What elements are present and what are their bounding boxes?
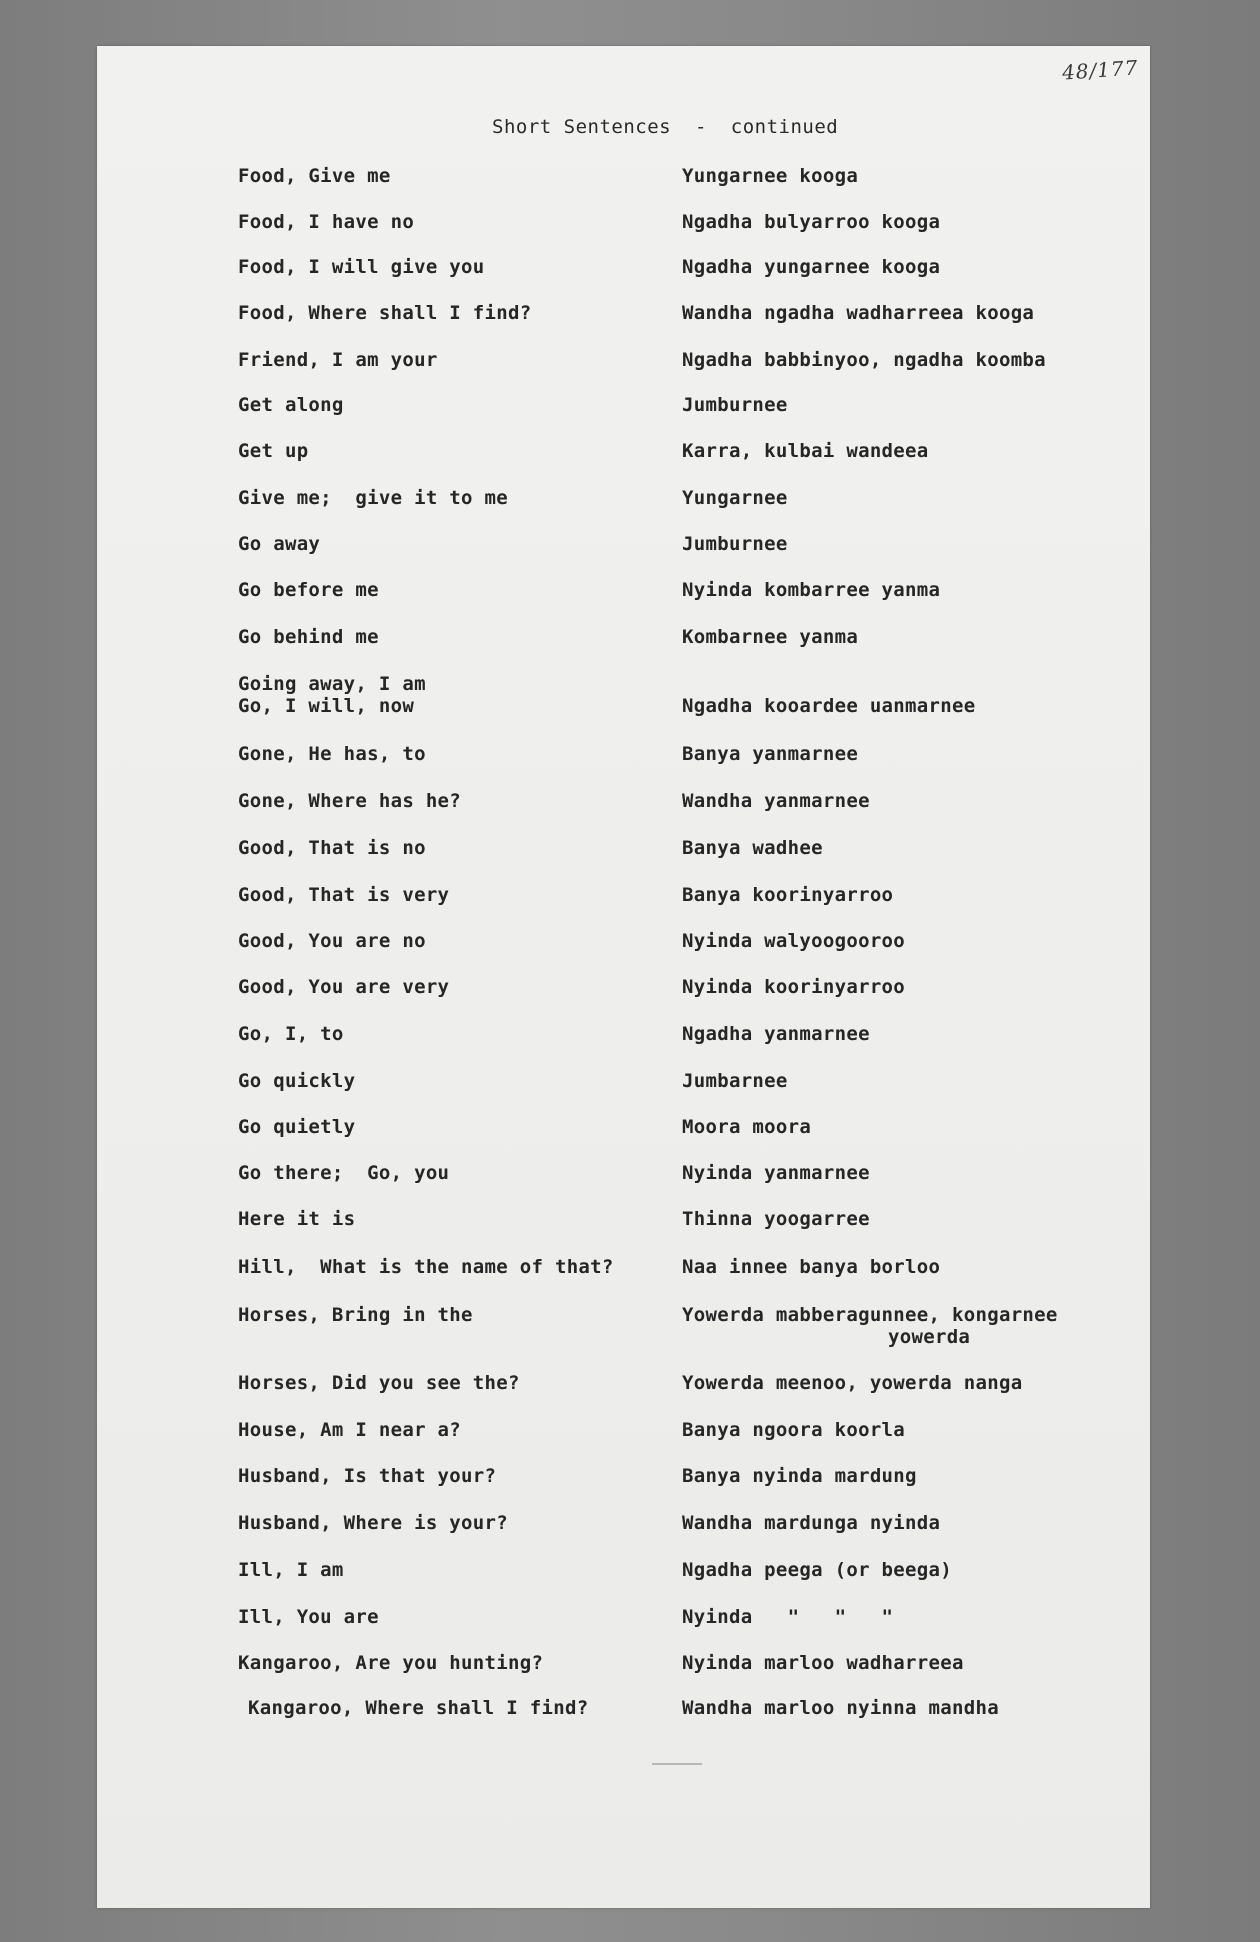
native-translation: Banya nyinda mardung — [682, 1465, 917, 1487]
sentence-row — [0, 349, 1260, 371]
native-translation: Karra, kulbai wandeea — [682, 440, 929, 462]
english-phrase: Gone, He has, to — [238, 743, 426, 765]
english-phrase: Food, Where shall I find? — [238, 302, 532, 324]
native-translation: Wandha yanmarnee — [682, 790, 870, 812]
sentence-row — [0, 165, 1260, 187]
native-translation: Ngadha kooardee uanmarnee — [682, 695, 976, 717]
sentence-row — [0, 579, 1260, 601]
sentence-row — [0, 394, 1260, 416]
english-phrase: Give me; give it to me — [238, 487, 508, 509]
native-translation — [682, 1304, 1058, 1348]
sentence-row — [0, 1023, 1260, 1045]
native-translation: Nyinda kombarree yanma — [682, 579, 941, 601]
english-phrase: House, Am I near a? — [238, 1419, 462, 1441]
native-translation: Yowerda meenoo, yowerda nanga — [682, 1372, 1023, 1394]
native-translation: Ngadha bulyarroo kooga — [682, 211, 941, 233]
english-phrase: Go away — [238, 533, 321, 555]
english-phrase: Ill, You are — [238, 1606, 379, 1628]
sentence-row — [0, 211, 1260, 233]
sentence-row — [0, 302, 1260, 324]
native-translation: Thinna yoogarree — [682, 1208, 870, 1230]
sentence-row — [0, 440, 1260, 462]
native-translation: Yungarnee kooga — [682, 165, 859, 187]
native-translation: Banya wadhee — [682, 837, 823, 859]
sentence-row — [0, 673, 1260, 717]
english-phrase — [238, 673, 426, 717]
native-translation: Moora moora — [682, 1116, 812, 1138]
native-translation: Wandha marloo nyinna mandha — [682, 1697, 999, 1719]
english-phrase: Friend, I am your — [238, 349, 438, 371]
native-translation: Jumburnee — [682, 533, 788, 555]
english-phrase: Go there; Go, you — [238, 1162, 450, 1184]
native-translation: Banya yanmarnee — [682, 743, 859, 765]
english-phrase: Go quietly — [238, 1116, 356, 1138]
native-translation-line: Yowerda mabberagunnee, kongarnee — [682, 1304, 1058, 1326]
english-phrase: Go, I, to — [238, 1023, 344, 1045]
native-translation: Kombarnee yanma — [682, 626, 859, 648]
english-phrase: Ill, I am — [238, 1559, 344, 1581]
sentence-row — [0, 256, 1260, 278]
native-translation: Jumburnee — [682, 394, 788, 416]
sentence-row — [0, 1304, 1260, 1348]
sentence-row — [0, 1606, 1260, 1628]
english-phrase: Go quickly — [238, 1070, 356, 1092]
english-phrase: Go behind me — [238, 626, 379, 648]
native-translation: Ngadha yungarnee kooga — [682, 256, 941, 278]
sentence-row — [0, 837, 1260, 859]
native-translation: Nyinda marloo wadharreea — [682, 1652, 964, 1674]
english-phrase: Husband, Where is your? — [238, 1512, 508, 1534]
native-translation: Nyinda " " " — [682, 1606, 894, 1628]
native-translation: Naa innee banya borloo — [682, 1256, 941, 1278]
page-heading: Short Sentences - continued — [492, 116, 839, 138]
english-phrase: Horses, Did you see the? — [238, 1372, 520, 1394]
sentence-row — [0, 1652, 1260, 1674]
english-phrase: Good, That is no — [238, 837, 426, 859]
native-translation: Nyinda yanmarnee — [682, 1162, 870, 1184]
sentence-row — [0, 930, 1260, 952]
native-translation: Yungarnee — [682, 487, 788, 509]
sentence-row — [0, 1559, 1260, 1581]
english-phrase: Gone, Where has he? — [238, 790, 462, 812]
english-phrase: Go before me — [238, 579, 379, 601]
native-translation: Jumbarnee — [682, 1070, 788, 1092]
english-phrase: Get up — [238, 440, 309, 462]
english-phrase: Food, I will give you — [238, 256, 485, 278]
page-number: 48/177 — [1061, 55, 1140, 85]
native-translation: Nyinda walyoogooroo — [682, 930, 906, 952]
english-phrase: Good, You are very — [238, 976, 450, 998]
sentence-row — [0, 884, 1260, 906]
english-phrase: Get along — [238, 394, 344, 416]
sentence-row — [0, 1116, 1260, 1138]
sentence-row — [0, 790, 1260, 812]
native-translation: Banya ngoora koorla — [682, 1419, 906, 1441]
sentence-row — [0, 626, 1260, 648]
native-translation: Ngadha babbinyoo, ngadha koomba — [682, 349, 1046, 371]
english-phrase-line: Go, I will, now — [238, 695, 415, 717]
native-translation: Banya koorinyarroo — [682, 884, 894, 906]
sentence-row — [0, 533, 1260, 555]
english-phrase: Horses, Bring in the — [238, 1304, 473, 1326]
sentence-row — [0, 1465, 1260, 1487]
english-phrase: Food, Give me — [238, 165, 391, 187]
english-phrase: Food, I have no — [238, 211, 415, 233]
native-translation: Ngadha yanmarnee — [682, 1023, 870, 1045]
native-translation: Nyinda koorinyarroo — [682, 976, 906, 998]
english-phrase: Good, You are no — [238, 930, 426, 952]
english-phrase: Kangaroo, Where shall I find? — [248, 1697, 589, 1719]
sentence-row — [0, 1512, 1260, 1534]
sentence-row — [0, 1372, 1260, 1394]
pencil-mark — [652, 1763, 702, 1765]
native-translation-line: yowerda — [888, 1326, 971, 1348]
sentence-row — [0, 1697, 1260, 1719]
sentence-row — [0, 487, 1260, 509]
english-phrase: Husband, Is that your? — [238, 1465, 497, 1487]
sentence-row — [0, 976, 1260, 998]
sentence-row — [0, 1419, 1260, 1441]
native-translation: Wandha ngadha wadharreea kooga — [682, 302, 1035, 324]
sentence-row — [0, 1162, 1260, 1184]
english-phrase: Hill, What is the name of that? — [238, 1256, 614, 1278]
sentence-row — [0, 1208, 1260, 1230]
english-phrase: Kangaroo, Are you hunting? — [238, 1652, 544, 1674]
sentence-row — [0, 1070, 1260, 1092]
english-phrase: Here it is — [238, 1208, 356, 1230]
english-phrase-line: Going away, I am — [238, 673, 426, 695]
english-phrase: Good, That is very — [238, 884, 450, 906]
native-translation: Ngadha peega (or beega) — [682, 1559, 952, 1581]
sentence-row — [0, 1256, 1260, 1278]
native-translation: Wandha mardunga nyinda — [682, 1512, 941, 1534]
sentence-row — [0, 743, 1260, 765]
